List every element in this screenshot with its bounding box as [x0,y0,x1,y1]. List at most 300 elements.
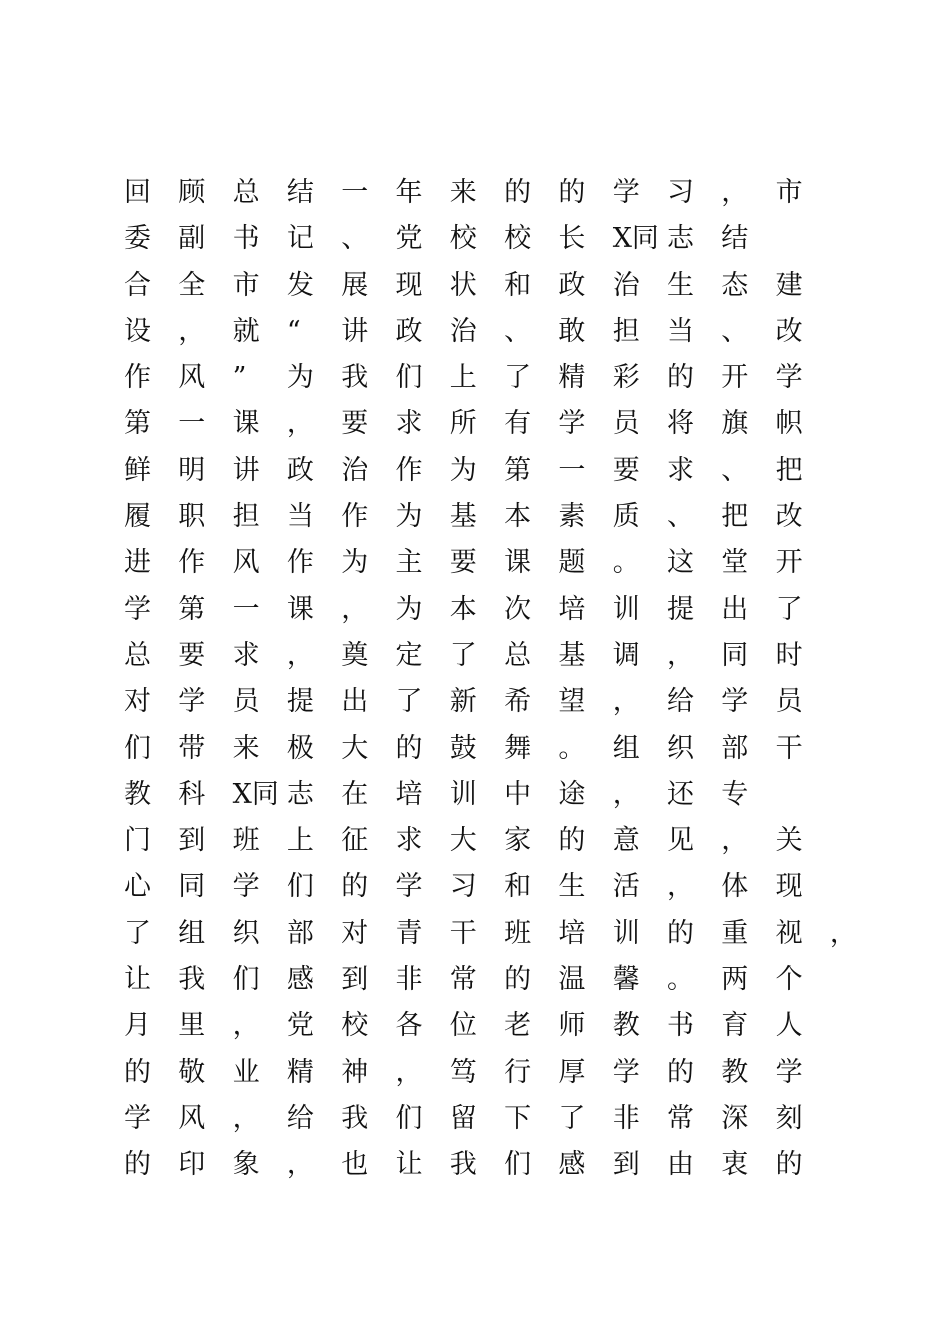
text-char: 记 [286,223,314,255]
text-char: ， [232,1010,260,1042]
text-char: 敢 [558,315,586,347]
text-char: ， [721,825,749,857]
text-char: 训 [612,917,640,949]
text-char: X同 [612,223,659,255]
text-char: 、 [341,223,369,255]
text-char: 年 [395,177,423,208]
text-char: 所 [449,408,477,440]
text-char: 为 [341,547,369,579]
text-char: 学 [612,1056,640,1088]
text-char: 织 [667,732,694,764]
text-char: 展 [341,269,369,301]
text-char: 部 [721,732,749,764]
text-char: 和 [504,871,532,903]
text-char: 提 [667,593,694,625]
text-char: 的 [504,177,532,208]
text-char: “ [286,315,301,347]
text-char: 征 [341,825,369,857]
text-char: 的 [667,1056,694,1088]
text-char: 敬 [178,1056,206,1088]
text-char: 改 [775,501,803,533]
text-char: 训 [612,593,640,625]
text-char: 鲜 [124,454,151,486]
text-char: 的 [341,871,369,903]
text-line [124,1096,844,1142]
text-char: 结 [286,177,314,208]
text-char: 现 [775,871,803,903]
text-char: 望 [558,686,586,718]
text-char: 态 [721,269,749,301]
text-char: 学 [124,1102,151,1134]
text-char: 第 [124,408,151,440]
text-char: 途 [558,778,586,810]
text-char: 将 [667,408,694,440]
text-char: 把 [721,501,749,533]
text-char: 为 [449,454,477,486]
text-char: 们 [232,964,260,996]
text-char: 来 [232,732,260,764]
text-char: 织 [232,917,260,949]
text-char: ， [667,871,694,903]
text-char: 意 [612,825,640,857]
text-char: 状 [449,269,477,301]
text-char: 政 [395,315,423,347]
text-char: 留 [449,1102,477,1134]
text-char: 个 [775,964,803,996]
text-char: 的 [667,917,694,949]
text-char: 的 [504,964,532,996]
text-line [124,911,857,957]
text-char: 们 [504,1149,532,1181]
text-char: 学 [124,593,151,625]
text-line [124,401,844,447]
text-char: 全 [178,269,206,301]
text-char: 为 [395,501,423,533]
text-char: 干 [449,917,477,949]
text-char: 里 [178,1010,206,1042]
text-char: 部 [286,917,314,949]
body-text [124,170,857,1189]
text-char: 学 [721,686,749,718]
text-char: 市 [232,269,260,301]
text-char: 到 [341,964,369,996]
text-char: 要 [341,408,369,440]
text-char: 深 [721,1102,749,1134]
text-line [124,540,844,586]
text-char: 出 [721,593,749,625]
text-char: 常 [667,1102,694,1134]
text-char: 门 [124,825,151,857]
text-char: 时 [775,639,803,671]
text-char: 发 [286,269,314,301]
text-char: ， [721,177,749,208]
text-line [124,448,844,494]
text-char: 学 [395,871,423,903]
text-char: 体 [721,871,749,903]
text-char: 月 [124,1010,151,1042]
text-char: 当 [667,315,694,347]
text-char: 长 [558,223,586,255]
text-char: 生 [558,871,586,903]
text-char: 上 [286,825,314,857]
text-char: 馨 [612,964,640,996]
text-char: 笃 [449,1056,477,1088]
text-char: 旗 [721,408,749,440]
text-char: 校 [504,223,532,255]
text-char: 有 [504,408,532,440]
text-line [124,309,844,355]
text-char: 到 [612,1149,640,1181]
text-char: 第 [178,593,206,625]
text-char: 建 [775,269,803,301]
text-char: 视 [775,917,803,949]
text-char: ， [178,315,206,347]
text-char: 一 [558,454,586,486]
text-char: 担 [232,501,260,533]
text-char: 风 [178,362,206,394]
text-char: 训 [449,778,477,810]
text-char: 的 [775,1149,803,1181]
text-char: 鼓 [449,732,477,764]
text-char: 、 [504,315,532,347]
text-char: 志 [667,223,694,255]
text-line [124,679,844,725]
text-char: 我 [449,1149,477,1181]
text-char: 各 [395,1010,423,1042]
text-char: 们 [124,732,151,764]
text-char: 求 [667,454,694,486]
text-char: 教 [612,1010,640,1042]
text-char: 一 [341,177,369,208]
text-char: 治 [449,315,477,347]
text-char: 让 [124,964,151,996]
text-char: 关 [775,825,803,857]
text-char: 党 [286,1010,314,1042]
text-char: 开 [775,547,803,579]
text-char: 印 [178,1149,206,1181]
text-char: 次 [504,593,532,625]
text-char: 履 [124,501,151,533]
text-char: 、 [721,315,749,347]
text-char: ， [341,593,369,625]
text-char: 对 [341,917,369,949]
text-char: 定 [395,639,423,671]
text-char: 、 [667,501,694,533]
text-char: 作 [286,547,314,579]
text-char: 还 [667,778,694,810]
text-char: 感 [558,1149,586,1181]
text-char: 教 [721,1056,749,1088]
text-char: 我 [341,362,369,394]
text-char: 常 [449,964,477,996]
text-char: 这 [667,547,694,579]
text-char: 校 [341,1010,369,1042]
text-char: 的 [395,732,423,764]
text-char: 活 [612,871,640,903]
text-char: 生 [667,269,694,301]
text-char: 作 [341,501,369,533]
text-char: 们 [395,1102,423,1134]
text-char: 极 [286,732,314,764]
text-char: 育 [721,1010,749,1042]
text-char: ， [829,917,857,949]
text-char: 学 [558,408,586,440]
text-char: 本 [504,501,532,533]
text-char: 进 [124,547,151,579]
text-char: 改 [775,315,803,347]
text-char: 大 [449,825,477,857]
text-char: 回 [124,177,151,208]
text-char: 让 [395,1149,423,1181]
text-char: 给 [667,686,694,718]
text-char: 作 [395,454,423,486]
text-char: 书 [667,1010,694,1042]
text-char: 的 [667,362,694,394]
text-char: 校 [449,223,477,255]
text-char: 新 [449,686,477,718]
text-char: 题 [558,547,586,579]
text-line [124,633,844,679]
text-line [124,263,844,309]
text-char: 一 [232,593,260,625]
text-char: ” [232,362,247,394]
text-char: 精 [558,362,586,394]
text-char: 在 [341,778,369,810]
text-char: 政 [286,454,314,486]
text-char: 副 [178,223,206,255]
text-char: 书 [232,223,260,255]
text-char: 要 [449,547,477,579]
text-char: 求 [395,408,423,440]
text-char: 师 [558,1010,586,1042]
text-char: 刻 [775,1102,803,1134]
text-char: 本 [449,593,477,625]
text-char: 了 [775,593,803,625]
text-char: 第 [504,454,532,486]
text-char: 温 [558,964,586,996]
text-char: 学 [178,686,206,718]
text-char: ， [612,778,640,810]
text-char: 志 [286,778,314,810]
text-char: 我 [341,1102,369,1134]
text-line [124,494,844,540]
text-char: 希 [504,686,532,718]
text-char: 员 [775,686,803,718]
text-char: 科 [178,778,206,810]
text-char: 学 [232,871,260,903]
text-char: 治 [341,454,369,486]
text-char: 顾 [178,177,206,208]
text-char: 衷 [721,1149,749,1181]
text-char: ， [612,686,640,718]
text-char: 了 [124,917,151,949]
text-char: 了 [449,639,477,671]
text-char: 两 [721,964,749,996]
text-char: 神 [341,1056,369,1088]
text-char: 当 [286,501,314,533]
text-char: 现 [395,269,423,301]
text-line [124,864,844,910]
text-char: 把 [775,454,803,486]
text-char: 家 [504,825,532,857]
text-line [124,587,844,633]
text-char: 也 [341,1149,369,1181]
text-char: 了 [395,686,423,718]
text-char: ， [395,1056,423,1088]
text-char: 合 [124,269,151,301]
text-char: 培 [558,593,586,625]
text-char: 结 [721,223,749,255]
text-char: 彩 [612,362,640,394]
text-line [124,355,844,401]
text-char: 党 [395,223,423,255]
text-char: 职 [178,501,206,533]
text-char: 老 [504,1010,532,1042]
text-char: 和 [504,269,532,301]
text-char: 员 [612,408,640,440]
text-char: 帜 [775,408,803,440]
text-char: 干 [775,732,803,764]
text-char: 、 [721,454,749,486]
text-char: 我 [178,964,206,996]
text-char: 课 [286,593,314,625]
text-char: 治 [612,269,640,301]
text-char: 总 [232,177,260,208]
text-char: 大 [341,732,369,764]
text-char: 开 [721,362,749,394]
text-char: 同 [721,639,749,671]
text-char: 中 [504,778,532,810]
text-char: 的 [124,1056,151,1088]
text-char: 讲 [232,454,260,486]
text-char: 就 [232,315,260,347]
text-char: 心 [124,871,151,903]
text-line [124,726,844,772]
text-char: 位 [449,1010,477,1042]
text-char: 非 [612,1102,640,1134]
text-char: 一 [178,408,206,440]
text-char: 调 [612,639,640,671]
text-char: 班 [232,825,260,857]
text-line [124,772,844,818]
text-char: 了 [504,362,532,394]
text-char: 上 [449,362,477,394]
text-char: 人 [775,1010,803,1042]
text-line [124,1142,844,1188]
text-char: 给 [286,1102,314,1134]
text-char: 风 [178,1102,206,1134]
text-line [124,170,844,216]
text-char: 组 [178,917,206,949]
text-char: 学 [775,362,803,394]
text-char: 出 [341,686,369,718]
text-char: ， [667,639,694,671]
text-char: 员 [232,686,260,718]
text-char: 的 [558,177,586,208]
text-char: 。 [612,547,640,579]
text-char: 了 [558,1102,586,1134]
text-char: 行 [504,1056,532,1088]
text-char: 习 [449,871,477,903]
text-char: 们 [286,871,314,903]
text-char: X同 [232,778,279,810]
text-char: 委 [124,223,151,255]
text-char: 感 [286,964,314,996]
text-char: 的 [558,825,586,857]
text-line [124,957,844,1003]
text-char: 们 [395,362,423,394]
text-char: 青 [395,917,423,949]
text-char: 重 [721,917,749,949]
text-char: 政 [558,269,586,301]
text-char: 带 [178,732,206,764]
text-char: 课 [504,547,532,579]
text-char: 习 [667,177,694,208]
text-char: 要 [178,639,206,671]
text-char: 奠 [341,639,369,671]
text-char: 厚 [558,1056,586,1088]
text-line [124,1003,844,1049]
text-char: ， [286,639,314,671]
text-char: 提 [286,686,314,718]
text-char: 质 [612,501,640,533]
text-char: 下 [504,1102,532,1134]
text-char: 为 [286,362,314,394]
text-char: 的 [124,1149,151,1181]
text-char: 培 [558,917,586,949]
text-char: 素 [558,501,586,533]
text-char: 组 [612,732,640,764]
text-char: 要 [612,454,640,486]
text-char: 为 [395,593,423,625]
text-char: 担 [612,315,640,347]
text-char: 专 [721,778,749,810]
text-char: 求 [232,639,260,671]
text-char: 象 [232,1149,260,1181]
text-char: 来 [449,177,477,208]
text-char: 由 [667,1149,694,1181]
text-char: 基 [449,501,477,533]
text-char: 作 [124,362,151,394]
text-char: ， [232,1102,260,1134]
text-char: 明 [178,454,206,486]
text-char: 学 [612,177,640,208]
text-char: 堂 [721,547,749,579]
text-char: 舞 [504,732,532,764]
text-char: 设 [124,315,151,347]
text-line [124,1050,844,1096]
text-char: 讲 [341,315,369,347]
text-char: 作 [178,547,206,579]
text-char: 风 [232,547,260,579]
text-char: ， [286,1149,314,1181]
text-char: 。 [667,964,694,996]
text-char: 总 [124,639,151,671]
text-char: 培 [395,778,423,810]
text-char: 课 [232,408,260,440]
text-char: 非 [395,964,423,996]
text-char: 同 [178,871,206,903]
text-line [124,818,844,864]
text-char: 总 [504,639,532,671]
text-char: 到 [178,825,206,857]
text-char: 求 [395,825,423,857]
text-char: 主 [395,547,423,579]
text-line [124,216,844,262]
text-char: 。 [558,732,586,764]
text-char: 业 [232,1056,260,1088]
text-char: 见 [667,825,694,857]
